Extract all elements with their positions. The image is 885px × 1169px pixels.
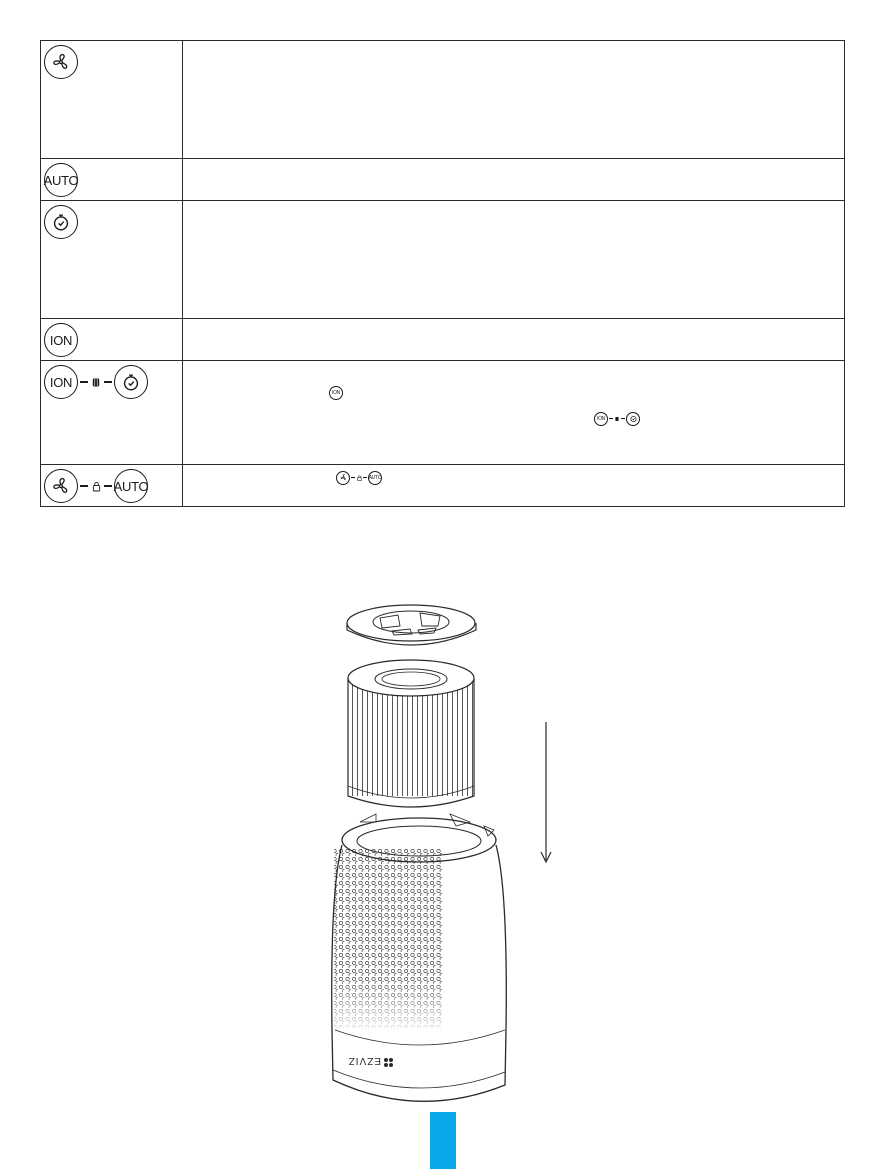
description-cell <box>183 159 845 201</box>
svg-text:EZVIZ: EZVIZ <box>347 1055 381 1066</box>
description-cell <box>183 319 845 361</box>
filter-icon <box>614 416 620 422</box>
ion-button-inline-icon: ION <box>594 412 608 426</box>
page-edge-tab <box>430 1112 456 1169</box>
filter-cover-lid <box>347 605 476 645</box>
connector <box>80 381 88 383</box>
fan-icon <box>44 469 78 503</box>
filter-cartridge <box>348 660 474 807</box>
fan-lock-auto-combo-icon <box>44 469 148 503</box>
ion-button-inline-icon: ION <box>329 386 343 400</box>
fan-icon <box>44 45 78 79</box>
connector <box>351 477 355 478</box>
ion-timer-combo-inline-icon <box>594 412 640 426</box>
air-purifier-body <box>332 814 507 1101</box>
table-row-auto <box>41 159 845 201</box>
table-row-fan <box>41 41 845 159</box>
inline-icon-line <box>193 468 834 486</box>
connector <box>621 418 625 419</box>
icon-cell <box>41 201 183 319</box>
fan-lock-auto-combo-inline-icon <box>336 471 382 485</box>
table-row-ion-timer <box>41 361 845 465</box>
lock-icon <box>90 481 102 492</box>
icon-cell <box>41 361 183 465</box>
description-cell <box>183 201 845 319</box>
table-row-timer <box>41 201 845 319</box>
fan-inline-icon <box>336 471 350 485</box>
connector <box>609 418 613 419</box>
ion-button-icon: ION <box>44 323 78 357</box>
icon-cell <box>41 41 183 159</box>
description-cell <box>183 465 845 507</box>
ion-button-icon: ION <box>44 365 78 399</box>
connector <box>104 485 112 487</box>
auto-button-icon: AUTO <box>44 163 78 197</box>
filter-icon <box>90 377 102 388</box>
table-row-ion <box>41 319 845 361</box>
connector <box>80 485 88 487</box>
timer-inline-icon <box>626 412 640 426</box>
description-cell <box>183 41 845 159</box>
icon-cell <box>41 465 183 507</box>
icon-cell <box>41 319 183 361</box>
auto-inline-icon: AUTO <box>368 471 382 485</box>
filter-replacement-illustration <box>0 560 885 1120</box>
table-row-fan-auto <box>41 465 845 507</box>
connector <box>104 381 112 383</box>
timer-icon <box>44 205 78 239</box>
inline-icon-line <box>193 383 834 401</box>
timer-icon <box>114 365 148 399</box>
insert-direction-arrow-icon <box>541 722 551 862</box>
button-function-table <box>40 40 845 507</box>
inline-icon-line <box>193 409 834 427</box>
description-cell <box>183 361 845 465</box>
lock-icon <box>356 475 362 481</box>
auto-button-icon: AUTO <box>114 469 148 503</box>
icon-cell <box>41 159 183 201</box>
ion-timer-combo-icon <box>44 365 148 399</box>
connector <box>363 477 367 478</box>
